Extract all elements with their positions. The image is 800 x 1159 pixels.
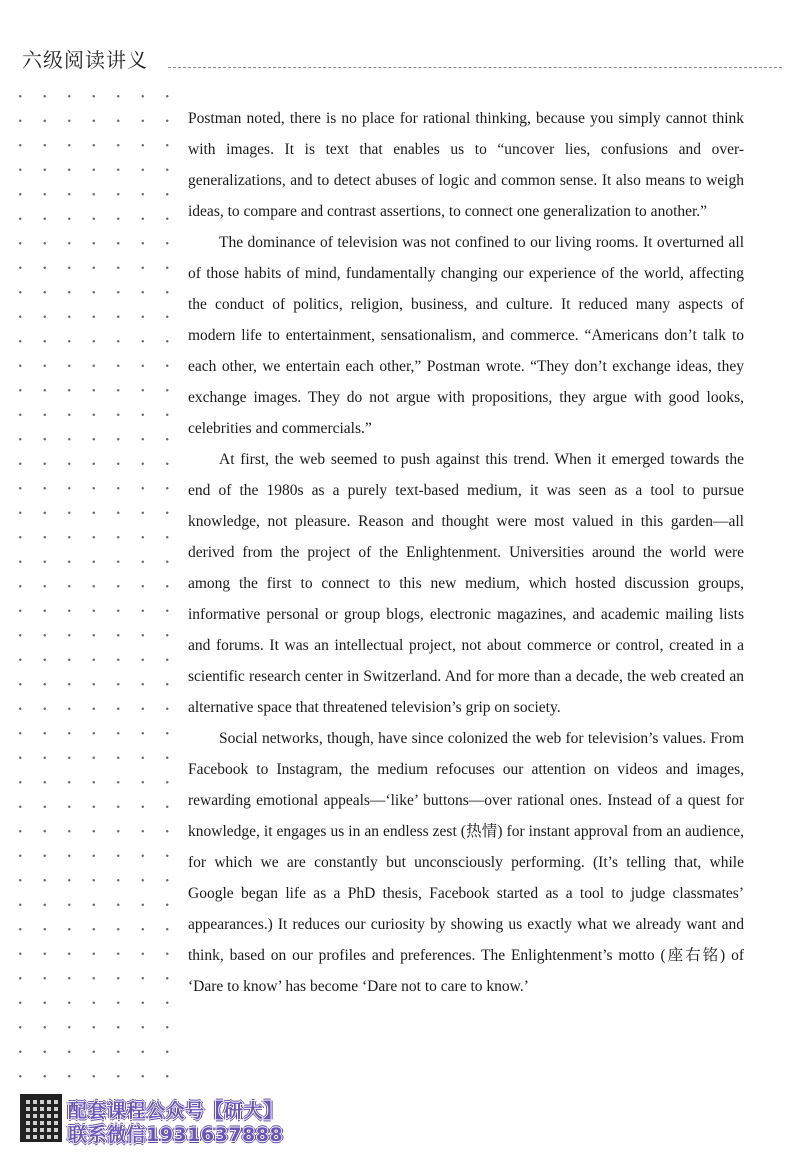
paragraph: Social networks, though, have since colonized the web for television’s values. From Facebook to Instagram, the medium refocuses our attention on videos and images, rewarding emotional appeals—‘like’ buttons—over rational ones. Instead of a quest for knowledge, it engages us in an endless zest (热情) for instant approval from an audience, for which we are constantly but unconsciously performing. (It’s telling that, while Google began life as a PhD thesis, Facebook started as a tool to judge classmates’ appearances.) It reduces our curiosity by showing us exactly what we already want and think, based on our profiles and preferences. The Enlightenment’s motto (座右铭) of ‘Dare to know’ has become ‘Dare not to care to know.’ (188, 730, 744, 995)
paragraph: The dominance of television was not confined to our living rooms. It overturned all of those habits of mind, fundamentally changing our experience of the world, affecting the conduct of politics, religion, business, and culture. It reduced many aspects of modern life to entertainment, sensationalism, and commerce. “Americans don’t talk to each other, we entertain each other,” Postman wrote. “They don’t exchange ideas, they exchange images. They do not argue with propositions, they argue with good looks, celebrities and commercials.” (188, 234, 744, 437)
paragraph: Postman noted, there is no place for rational thinking, because you simply cannot think with images. It is text that enables us to “uncover lies, confusions and over-generalizations, and to detect abuses of logic and common sense. It also means to weigh ideas, to compare and contrast assertions, to connect one generalization to another.” (188, 110, 744, 220)
header-divider (168, 67, 782, 68)
dotted-margin-grid (8, 84, 170, 1094)
qr-code-icon (20, 1094, 62, 1142)
promo-line-2: 联系微信1931637888 (68, 1124, 284, 1146)
page-title: 六级阅读讲义 (22, 48, 148, 72)
promo-line-1: 配套课程公众号【研大】 (68, 1100, 283, 1122)
article-body (188, 103, 744, 1002)
promo-watermark (20, 1094, 320, 1149)
paragraph: At first, the web seemed to push against this trend. When it emerged towards the end of the 1980s as a purely text-based medium, it was seen as a tool to pursue knowledge, not pleasure. Reason and thought were most valued in this garden—all derived from the project of the Enlightenment. Universities around the world were among the first to connect to this new medium, which hosted discussion groups, informative personal or group blogs, electronic magazines, and academic mailing lists and forums. It was an intellectual project, not about commerce or control, created in a scientific research center in Switzerland. And for more than a decade, the web created an alternative space that threatened television’s grip on society. (188, 451, 744, 716)
